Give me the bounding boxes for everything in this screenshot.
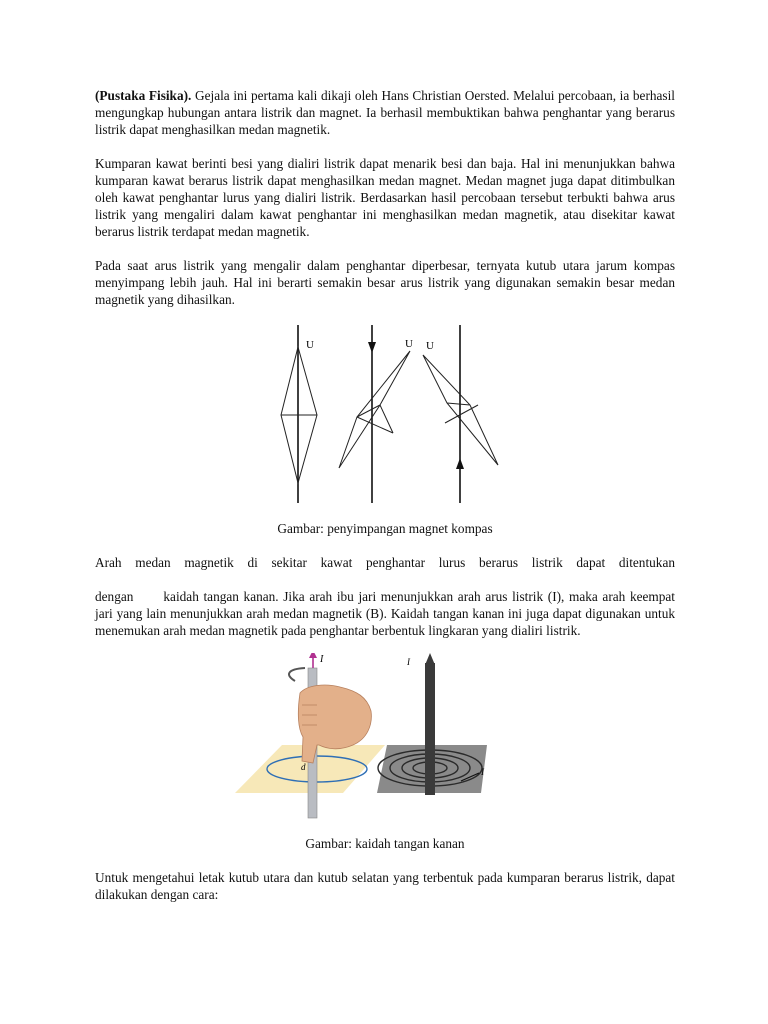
- figure1-caption: Gambar: penyimpangan magnet kompas: [277, 521, 493, 536]
- paragraph-kaidah-text: kaidah tangan kanan. Jika arah ibu jari menunjukkan arah arus listrik (I), maka arah keempat jari yang lain menunjukkan arah medan magnetik (B). Kaidah tangan kanan ini juga dapat digunakan untuk menemukan arah medan magnetik pada penghantar berbentuk lingkaran yang dialiri listrik.: [95, 589, 675, 638]
- figure-compass-deflection: [95, 325, 675, 505]
- wire-right: [425, 663, 435, 795]
- paragraph-lead: (Pustaka Fisika).: [95, 88, 192, 103]
- figure2-caption: Gambar: kaidah tangan kanan: [305, 836, 465, 851]
- current-arrow-icon: [309, 653, 317, 658]
- paragraph-kaidah: [95, 588, 675, 639]
- paragraph-arah-medan: Arah medan magnetik di sekitar kawat penghantar lurus berarus listrik dapat ditentukan: [95, 555, 675, 570]
- label-i-left: I: [320, 654, 324, 665]
- current-arrow-right-icon: [425, 653, 435, 665]
- label-i-bottom: I: [481, 767, 484, 777]
- compass-label-right: U: [426, 340, 434, 352]
- right-hand-diagram: [95, 653, 675, 821]
- paragraph-kumparan: Kumparan kawat berinti besi yang dialiri listrik dapat menarik besi dan baja. Hal ini menunjukkan bahwa kumparan kawat berarus listrik dapat menghasilkan medan magnet. Medan magnet juga dapat ditimbulkan oleh kawat penghantar lurus yang dialiri listrik. Berdasarkan hasil percobaan tersebut terbukti bahwa arus listrik yang mengaliri dalam kawat penghantar ini menghasilkan medan magnetik, atau disekitar kawat berarus listrik terdapat medan magnetik.: [95, 156, 675, 239]
- label-d: d: [301, 762, 306, 772]
- compass-label-left: U: [306, 339, 314, 351]
- compass-diagram: [95, 325, 675, 505]
- paragraph-first-word: dengan: [95, 589, 134, 604]
- document-page: [95, 87, 675, 903]
- label-i-right: I: [407, 657, 410, 667]
- compass-label-mid: U: [405, 338, 413, 350]
- paragraph-oersted: [95, 87, 675, 138]
- figure-right-hand-rule: [95, 653, 675, 821]
- paragraph-arus-diperbesar: Pada saat arus listrik yang mengalir dalam penghantar diperbesar, ternyata kutub utara jarum kompas menyimpang lebih jauh. Hal ini berarti semakin besar arus listrik yang digunakan semakin besar medan magnetik yang dihasilkan.: [95, 258, 675, 307]
- paragraph-text: Gejala ini pertama kali dikaji oleh Hans Christian Oersted. Melalui percobaan, ia berhasil mengungkap hubungan antara listrik dan magnet. Ia berhasil membuktikan bahwa penghantar yang berarus listrik dapat menghasilkan medan magnetik.: [95, 88, 675, 137]
- paragraph-kutub: Untuk mengetahui letak kutub utara dan kutub selatan yang terbentuk pada kumparan berarus listrik, dapat dilakukan dengan cara:: [95, 870, 675, 902]
